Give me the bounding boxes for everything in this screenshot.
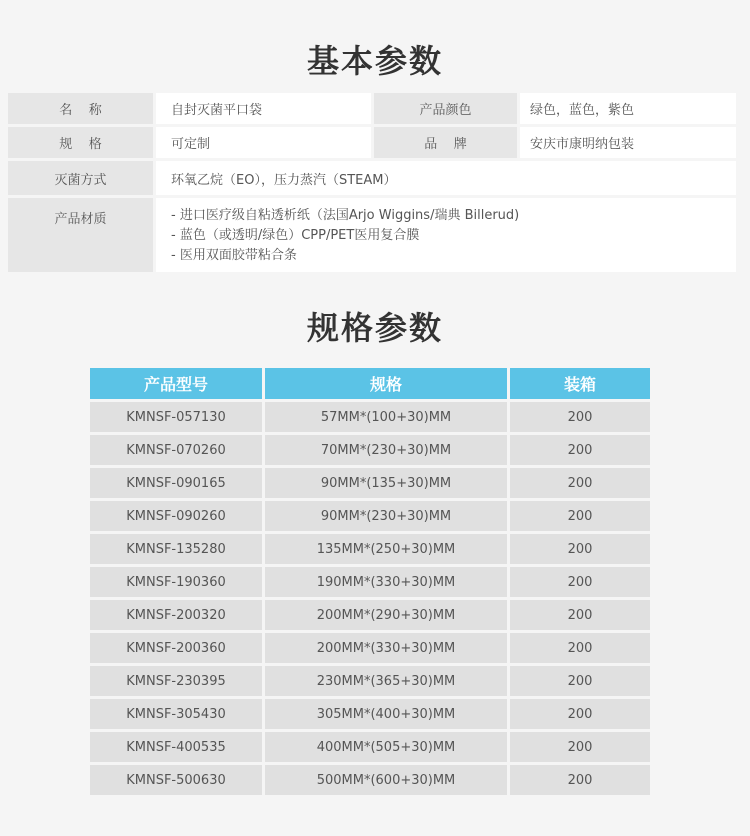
table-row: [90, 765, 650, 795]
box-cell: 200: [510, 633, 650, 663]
box-cell: 200: [510, 468, 650, 498]
table-row: [90, 666, 650, 696]
box-cell: 200: [510, 501, 650, 531]
box-cell: 200: [510, 666, 650, 696]
box-cell: 200: [510, 732, 650, 762]
table-row: [90, 600, 650, 630]
box-cell: 200: [510, 765, 650, 795]
basic-params-title: 基本参数: [306, 42, 443, 80]
name-label: 名 称: [8, 93, 153, 124]
material-item: - 蓝色（或透明/绿色）CPP/PET医用复合膜: [171, 228, 420, 243]
model-cell: KMNSF-070260: [90, 435, 262, 465]
spec-cell: 90MM*(135+30)MM: [265, 468, 507, 498]
model-cell: KMNSF-200320: [90, 600, 262, 630]
model-cell: KMNSF-057130: [90, 402, 262, 432]
material-label: 产品材质: [8, 198, 153, 272]
basic-row-material: [8, 198, 736, 272]
spec-table-body: [90, 402, 650, 795]
spec-value: 可定制: [156, 127, 371, 158]
spec-cell: 500MM*(600+30)MM: [265, 765, 507, 795]
spec-cell: 200MM*(330+30)MM: [265, 633, 507, 663]
sterilize-label: 灭菌方式: [8, 161, 153, 195]
model-cell: KMNSF-135280: [90, 534, 262, 564]
box-cell: 200: [510, 699, 650, 729]
table-row: [90, 501, 650, 531]
model-cell: KMNSF-230395: [90, 666, 262, 696]
spec-cell: 135MM*(250+30)MM: [265, 534, 507, 564]
model-cell: KMNSF-090165: [90, 468, 262, 498]
spec-table: [90, 368, 650, 798]
basic-params-table: [8, 93, 736, 275]
model-cell: KMNSF-200360: [90, 633, 262, 663]
spec-params-title: 规格参数: [306, 309, 443, 347]
spec-cell: 90MM*(230+30)MM: [265, 501, 507, 531]
brand-value: 安庆市康明纳包装: [520, 127, 736, 158]
basic-row-name: [8, 93, 736, 124]
spec-label: 规 格: [8, 127, 153, 158]
header-model: 产品型号: [90, 368, 262, 399]
name-value: 自封灭菌平口袋: [156, 93, 371, 124]
spec-cell: 400MM*(505+30)MM: [265, 732, 507, 762]
box-cell: 200: [510, 534, 650, 564]
basic-row-spec: [8, 127, 736, 158]
header-box: 装箱: [510, 368, 650, 399]
table-row: [90, 402, 650, 432]
table-row: [90, 435, 650, 465]
table-row: [90, 732, 650, 762]
table-row: [90, 633, 650, 663]
material-item: - 医用双面胶带粘合条: [171, 248, 297, 263]
spec-table-header: [90, 368, 650, 399]
model-cell: KMNSF-305430: [90, 699, 262, 729]
spec-cell: 70MM*(230+30)MM: [265, 435, 507, 465]
material-item: - 进口医疗级自粘透析纸（法国Arjo Wiggins/瑞典 Billerud): [171, 208, 520, 223]
color-label: 产品颜色: [374, 93, 517, 124]
box-cell: 200: [510, 600, 650, 630]
table-row: [90, 534, 650, 564]
basic-row-sterilize: [8, 161, 736, 195]
spec-cell: 230MM*(365+30)MM: [265, 666, 507, 696]
box-cell: 200: [510, 567, 650, 597]
spec-cell: 200MM*(290+30)MM: [265, 600, 507, 630]
spec-cell: 190MM*(330+30)MM: [265, 567, 507, 597]
header-spec: 规格: [265, 368, 507, 399]
model-cell: KMNSF-400535: [90, 732, 262, 762]
model-cell: KMNSF-190360: [90, 567, 262, 597]
box-cell: 200: [510, 402, 650, 432]
box-cell: 200: [510, 435, 650, 465]
model-cell: KMNSF-090260: [90, 501, 262, 531]
table-row: [90, 468, 650, 498]
spec-cell: 305MM*(400+30)MM: [265, 699, 507, 729]
sterilize-value: 环氧乙烷（EO），压力蒸汽（STEAM）: [156, 161, 736, 195]
table-row: [90, 699, 650, 729]
spec-cell: 57MM*(100+30)MM: [265, 402, 507, 432]
table-row: [90, 567, 650, 597]
model-cell: KMNSF-500630: [90, 765, 262, 795]
color-value: 绿色，蓝色，紫色: [520, 93, 736, 124]
brand-label: 品 牌: [374, 127, 517, 158]
material-value: [156, 198, 736, 272]
